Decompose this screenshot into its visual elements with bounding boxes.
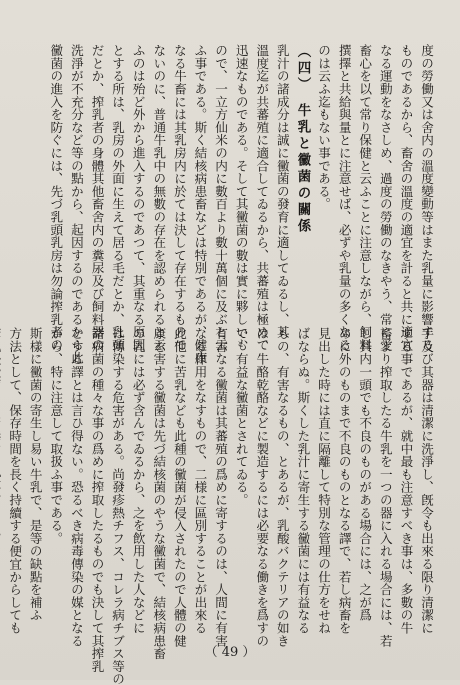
text-line: は、牛酪乾酪などに製造するには必要なる働きを爲すの	[254, 327, 270, 647]
text-line: 洗淨が不充分など等の點から、起因するのであるから此	[68, 44, 84, 364]
text-line: ものであるから、畜舍の溫度の適宜を計ると共に適宜	[398, 44, 414, 352]
text-line: めに外のものまで不良のものとなる譯で、若し病畜を	[336, 327, 352, 635]
text-line: 迅速なものである。そして其黴菌の數は實に夥しいも	[233, 44, 249, 352]
text-line: 有害なる黴菌は其蕃殖の爲めに寄するのは、人間に有害	[213, 327, 229, 647]
text-line: 康を害する黴菌は先づ結核菌のやうな黴菌で、結核病患畜	[151, 327, 167, 660]
text-line: だとか、搾乳者の身體其他畜舍内の糞尿及び飼料器の	[89, 44, 105, 352]
text-line: 此他に苦乳なども此種の黴菌が侵入されたので人體の健	[171, 327, 187, 647]
text-line: 畜心を以て常り保健と云ふことに注意しながら、飼料	[357, 44, 373, 352]
text-line: 撰擇と共給與量とに注意せば、必ずや乳量の多くなる	[336, 44, 352, 352]
text-line: 斯樣に黴菌の寄生し易い牛乳で、是等の缺點を補ふ	[27, 327, 43, 622]
text-line: なる牛畜には其乳房内に於ては決して存在するもので	[171, 44, 187, 352]
text-line: なる運動をなさしめ、過度の勞働のなきやう、常に愛	[377, 44, 393, 352]
page-number: （ 49 ）	[204, 645, 256, 660]
text-line: ないのに、普通牛乳中の無數の存在を認められると云	[151, 44, 167, 352]
text-line: 手及び其器は清潔に洗淨し、旣令も出來る限り清潔に	[419, 327, 434, 635]
text-line: する事であるが、就中最も注意すべき事は、多數の牛	[398, 327, 414, 635]
text-line: とする所は、乳房の外面に生えて居る毛だとか、乳頭	[110, 44, 126, 352]
text-line: で、有益な黴菌とされてゐる。	[233, 327, 249, 507]
text-line: 見出した時には直に隔離して特別な管理の仕方をせね	[316, 327, 332, 635]
text-line: ふのは殆ど外から進入するのであつて、其重なる原因	[130, 44, 146, 352]
text-line: 乳汁の諸成分は誠に黴菌の發育に適してゐるし、其	[274, 44, 290, 339]
text-line: 畜より搾取したる牛乳を一つの器に入れる場合には、若	[377, 327, 393, 647]
text-line: ので、一立方仙米の内に數百より數十萬個に及ぶと云	[213, 44, 229, 352]
text-line: もの、有害なるもの、とあるが、乳酸バクテリアの如き	[274, 327, 290, 647]
text-line: は傳染する危害がある。尚發疹熱チフス、コレラ病チブス等の	[110, 327, 126, 685]
text-line: 黴菌の進入を防ぐには、先づ乳頭乳房は勿論搾乳者の	[48, 44, 64, 352]
text-line: とする譯とは言ひ得ない。恐るべき病毒傳染の媒となる	[68, 327, 84, 647]
text-line: 方法として、保存時間を長く持續する便宜からしても	[7, 327, 23, 635]
text-line: ばならぬ。斯くした乳汁に寄生する黴菌には有益なる	[295, 327, 311, 635]
text-line: 溫度迄が共蕃殖に適合してゐるから、共蕃殖は極めて	[254, 44, 270, 352]
text-line: 度の勞働又は舍内の溫度變動等はまた乳量に影響する	[419, 44, 434, 352]
text-line: 諸病菌の種々な事の爲めに搾取したるものでも決して其搾乳	[89, 327, 105, 673]
text-line: のは云ふ迄もない事である。	[316, 44, 332, 211]
upper-text-block	[46, 44, 436, 364]
text-line: し其内一頭でも不良のものがある場合には、之が爲	[357, 327, 373, 622]
text-line: の乳には必ず含んでゐるから、之を飲用した人などに	[130, 327, 146, 635]
text-line: ふ事である。斯く結核病患畜などは特別であるが、健康	[192, 44, 208, 364]
text-line: から、特に注意して取扱ふ事である。	[48, 327, 64, 545]
text-line: なる作用をなすもので、二様に區別することが出來る	[192, 327, 208, 635]
section-heading: （四） 牛乳と黴菌の關係	[294, 44, 311, 236]
